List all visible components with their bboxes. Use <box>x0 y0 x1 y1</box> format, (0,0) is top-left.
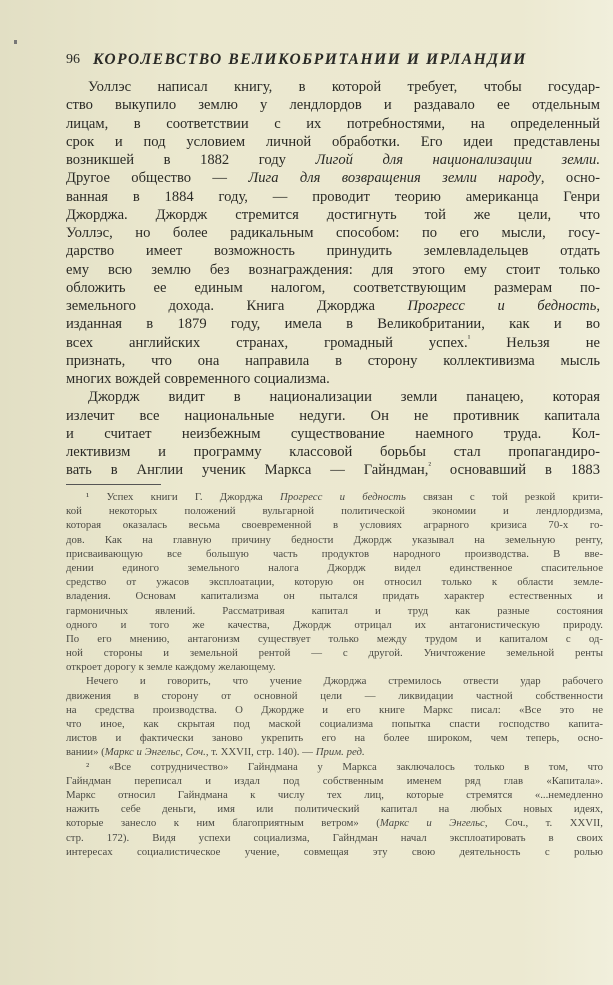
text: и считает неизбежным существование наемного труда. Кол- <box>66 425 600 442</box>
footnote-line <box>66 703 603 717</box>
italic-text: Лигой для национализации земли. <box>315 152 600 168</box>
footnote-line <box>66 689 603 703</box>
footnote-marker: ¹ <box>467 332 471 343</box>
text: Уоллэс написал книгу, в которой требует, чтобы государ- <box>88 79 600 95</box>
text: ванная в 1884 году, — проводит теорию американца Генри <box>66 188 600 205</box>
text: которая оказалась весьма своевременной в условиях аграрного кризиса 70-х го- <box>66 519 603 532</box>
main-text <box>66 78 600 480</box>
text: многих вождей современного социализма. <box>66 371 330 387</box>
text: гармоничных явлений. Рассматривая капитал и труд как разные состояния <box>66 604 603 617</box>
text-line <box>66 443 600 461</box>
text: ² «Все сотрудничество» Гайндмана у Маркса заключалось только в том, что <box>86 760 603 773</box>
text: земельного дохода. Книга Джорджа <box>66 298 408 314</box>
footnote-line <box>66 845 603 859</box>
footnote-line <box>66 589 603 603</box>
footnotes <box>66 490 603 859</box>
text: вании» ( <box>66 746 105 759</box>
footnote-line <box>66 831 603 845</box>
text: средство от ужасов эксплоатации, которую он относил только к области земле- <box>66 576 603 589</box>
text-line <box>66 425 600 443</box>
text: дарство имеет возможность принудить землевладельцев отдать <box>66 243 600 260</box>
text: лективизм и программу классовой борьбы стал пропагандиро- <box>66 444 600 460</box>
text: дов. Как на главную причину бедности Джордж указывал на земельную ренту, <box>66 533 603 546</box>
text: кой некоторых положений вульгарной политической экономии и лендлордизма, <box>66 505 603 518</box>
text-line <box>66 279 600 297</box>
text: которые занесло к ним благоприятным ветром» ( <box>66 817 380 830</box>
footnote-line <box>66 490 603 504</box>
footnote-divider <box>66 484 161 485</box>
text: , <box>596 298 600 314</box>
text: дении единого земельного налога Джордж видел единственное спасительное <box>66 561 603 574</box>
text: Нечего и говорить, что учение Джорджа стремилось отвести удар рабочего <box>86 675 603 688</box>
text: ему всю землю без вознаграждения: для этого ему стоит только <box>66 261 600 278</box>
text: возникшей в 1882 году <box>66 152 316 168</box>
text-line <box>66 188 600 206</box>
text: Джордж видит в национализации земли панацею, которая <box>88 389 600 406</box>
footnote-line <box>66 745 603 759</box>
text-line <box>66 315 600 333</box>
text: одного и того же качества, Джордж отрицал их антагонистическую природу. <box>66 618 603 631</box>
text: что иное, как скрытая под маской социализма попытка спасти господство капита- <box>66 718 603 730</box>
text: присваивающую все большую часть продуктов народного производства. В вве- <box>66 547 603 560</box>
text-line <box>66 352 600 370</box>
text: нажить себе деньги, имя или политический капитал на любых новых идеях, <box>66 803 603 816</box>
text: Джорджа. Джордж стремится достигнуть той же цели, что <box>66 206 600 223</box>
footnote-line <box>66 788 603 802</box>
text: всех английских странах, громадный успех. <box>66 334 468 351</box>
footnote-line <box>66 674 603 688</box>
text: лицам, в соответствии с их потребностями, на определенный <box>66 115 600 132</box>
text-line <box>66 133 600 151</box>
text-line <box>66 388 600 406</box>
text-line <box>66 224 600 242</box>
text: ной стороны и земельной рентой — с другой. Уничтожение земельной ренты <box>66 647 603 660</box>
text: стр. 172). Видя успехи социализма, Гайндман начал эксплоатировать в своих <box>66 831 603 844</box>
footnote-line <box>66 561 603 575</box>
text: Уоллэс, но более радикальным способом: по его мысли, госу- <box>66 225 600 241</box>
text: ¹ Успех книги Г. Джорджа <box>86 491 280 503</box>
text-line <box>66 115 600 133</box>
text: Гайндман переписал и издал под собственным именем ряд глав «Капитала». <box>66 774 603 787</box>
text: , т. XXVII, стр. 140). — <box>205 746 316 759</box>
text: , осно- <box>540 170 601 187</box>
footnote-line <box>66 760 603 774</box>
text-line <box>66 96 600 114</box>
text: По его мнению, антагонизм существует только между трудом и капиталом с од- <box>66 632 603 645</box>
text: Маркс относил Гайндмана к числу тех лиц, которые стремятся «...немедленно <box>66 788 603 801</box>
text-line <box>66 370 600 388</box>
footnote-line <box>66 518 603 532</box>
footnote-line <box>66 660 603 674</box>
text: откроет дорогу к земле каждому желающему. <box>66 661 276 674</box>
footnote-line <box>66 802 603 816</box>
text: связан с той резкой крити- <box>405 491 603 503</box>
footnote-line <box>66 547 603 561</box>
text: обложить ее единым налогом, соответствующим размерам по- <box>66 279 600 296</box>
page-header <box>66 52 606 72</box>
text-line <box>66 261 600 279</box>
footnote-line <box>66 816 603 830</box>
footnote-line <box>66 533 603 547</box>
text-line <box>66 407 600 425</box>
italic-text: Маркс и Энгельс, Соч. <box>104 746 206 759</box>
text: , Соч., т. XXVII, <box>484 817 603 830</box>
text: срок и под условием личной обработки. Его идеи представлены <box>66 133 600 150</box>
text: интересах социалистическое учение, совмещая эту свою деятельность с ролью <box>66 845 603 858</box>
text: Нельзя не <box>470 334 600 351</box>
italic-text: Прогресс и бедность <box>407 298 597 314</box>
italic-text: Прим. ред. <box>315 746 365 759</box>
text: владения. Основам капитализма он пытался придать характер естественных и <box>66 590 603 603</box>
footnote-marker: ² <box>428 460 432 471</box>
footnote-line <box>66 717 603 731</box>
running-title: КОРОЛЕВСТВО ВЕЛИКОБРИТАНИИ И ИРЛАНДИИ <box>93 51 527 68</box>
italic-text: Лига для возвращения земли народу <box>248 170 541 187</box>
text: ство выкупило землю у лендлордов и раздавало ее отдельным <box>66 97 600 114</box>
text: основавший в 1883 <box>431 462 600 479</box>
footnote-line <box>66 604 603 618</box>
italic-text: Маркс и Энгельс <box>379 817 485 830</box>
text: вать в Англии ученик Маркса — Гайндман, <box>66 462 429 479</box>
text-line <box>66 242 600 260</box>
text: изданная в 1879 году, имела в Великобритании, как и во <box>66 316 600 333</box>
text-line <box>66 334 600 352</box>
footnote-line <box>66 575 603 589</box>
text-line <box>66 169 600 187</box>
footnote-line <box>66 632 603 646</box>
italic-text: Прогресс и бедность <box>279 491 406 503</box>
footnote-line <box>66 774 603 788</box>
footnote-line <box>66 618 603 632</box>
page-number: 96 <box>66 52 80 67</box>
text: движения в сторону от основной цели — ликвидации частной собственности <box>66 689 603 702</box>
footnote-line <box>66 731 603 745</box>
text-line <box>66 461 600 479</box>
scan-speck <box>14 40 17 44</box>
text: излечит все национальные недуги. Он не противник капитала <box>66 407 600 424</box>
text-line <box>66 297 600 315</box>
footnote-line <box>66 646 603 660</box>
text: Другое общество — <box>66 170 249 187</box>
text-line <box>66 206 600 224</box>
text: на средства производства. О Джордже и его книге Маркс писал: «Все это не <box>66 703 603 716</box>
text-line <box>66 78 600 96</box>
text: признать, что она направила в сторону коллективизма мысль <box>66 352 600 369</box>
text-line <box>66 151 600 169</box>
text: листов и фактически заново укрепить его на более широком, чем теперь, осно- <box>66 732 603 745</box>
footnote-line <box>66 504 603 518</box>
